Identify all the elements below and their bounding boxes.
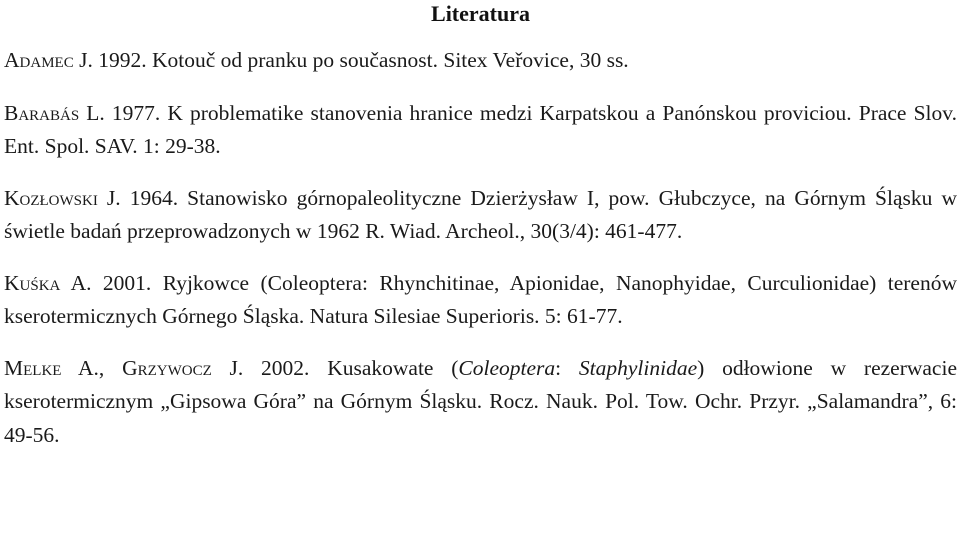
reference-text: 1977. K problematike stanovenia hranice medzi Karpatskou a Panónskou proviciou. Prace Slov. Ent. Spol. SAV. 1: 29-38.	[4, 100, 957, 158]
reference-taxon-family: Staphylinidae	[578, 355, 698, 380]
reference-author: Adamec J.	[4, 48, 93, 72]
reference-author: Kozłowski J.	[4, 185, 121, 210]
reference-text: 1964. Stanowisko górnopaleolityczne Dzierżysław I, pow. Głubczyce, na Górnym Śląsku w świetle badań przeprowadzonych w 1962 R. Wiad. Archeol., 30(3/4): 461-477.	[4, 185, 957, 243]
reference-item	[4, 97, 957, 164]
reference-text: 2001. Ryjkowce (Coleoptera: Rhynchitinae, Apionidae, Nanophyidae, Curculionidae) terenów kserotermicznych Górnego Śląska. Natura Silesiae Superioris. 5: 61-77.	[4, 270, 957, 328]
reference-text: 1992. Kotouč od pranku po současnost. Sitex Veřovice, 30 ss.	[92, 48, 629, 72]
reference-item	[4, 182, 957, 249]
reference-text: ) odłowione w rezerwacie kserotermicznym „Gipsowa Góra” na Górnym Śląsku. Rocz. Nauk. Pol. Tow. Ochr. Przyr. „Salamandra”, 6: 49-56.	[4, 355, 957, 447]
reference-author: Kuśka A.	[4, 270, 92, 295]
reference-text: 2002. Kusakowate (	[243, 355, 459, 380]
document-page	[4, 0, 957, 452]
reference-taxon-order: Coleoptera	[458, 355, 556, 380]
reference-author: Melke A., Grzywocz J.	[4, 355, 244, 380]
reference-item	[4, 267, 957, 334]
reference-item	[4, 44, 957, 78]
reference-text: :	[555, 355, 579, 380]
section-heading: Literatura	[431, 1, 530, 26]
reference-list	[4, 44, 957, 452]
reference-author: Barabás L.	[4, 100, 105, 125]
reference-item	[4, 352, 957, 453]
